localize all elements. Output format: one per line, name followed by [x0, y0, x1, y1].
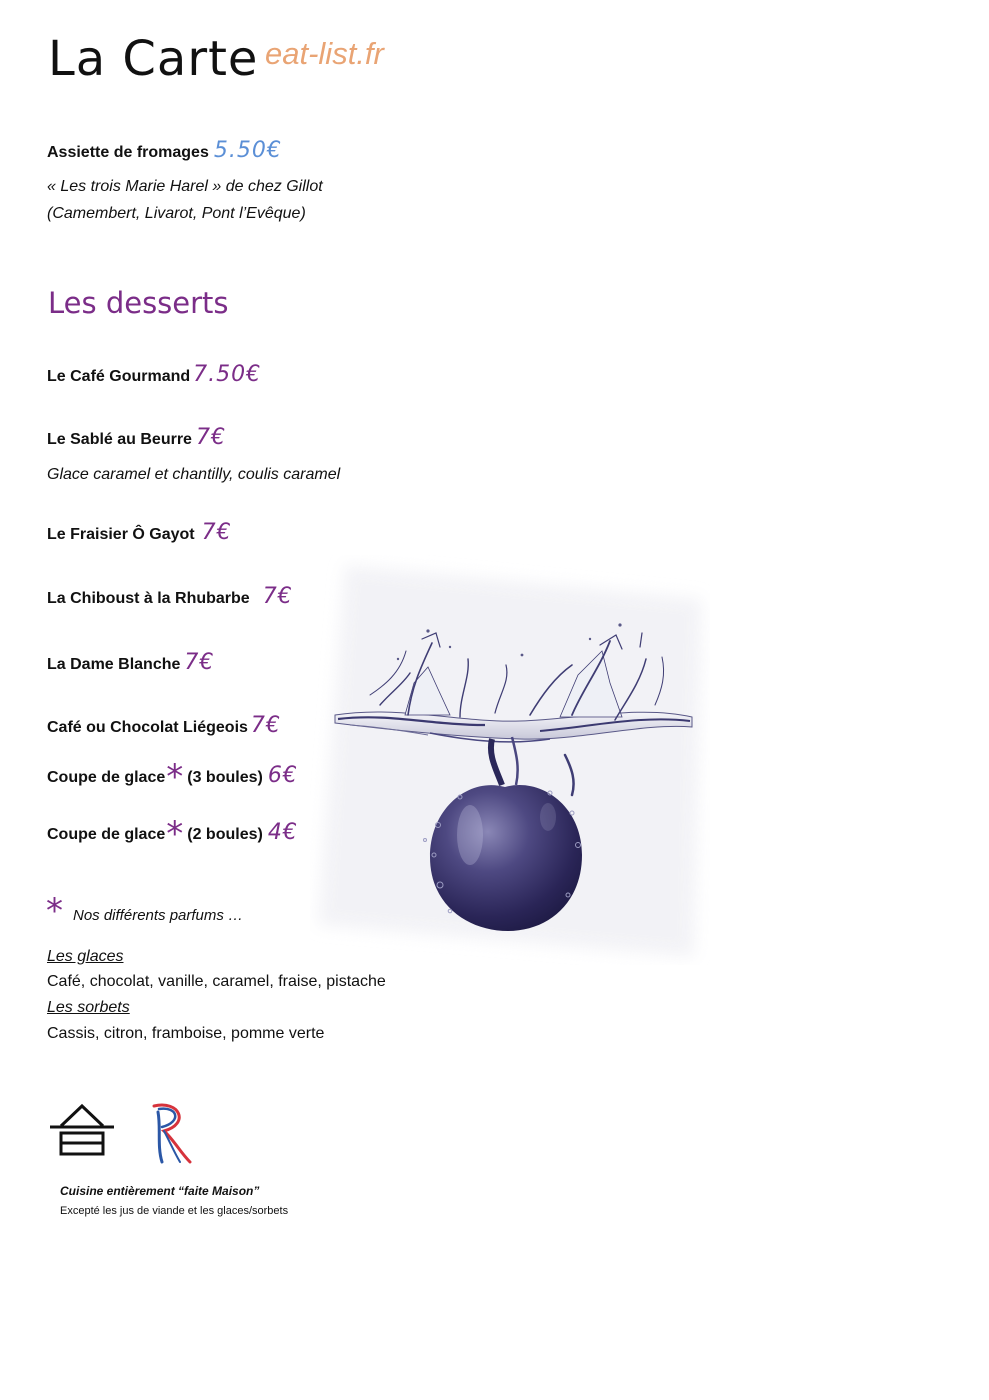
asterisk-marker: * [166, 814, 184, 854]
dessert-name: Le Sablé au Beurre [47, 431, 192, 448]
flavors-intro: Nos différents parfums … [73, 907, 244, 924]
dessert-price: 6€ [267, 763, 298, 788]
dessert-item [47, 425, 226, 452]
dessert-detail: (2 boules) [187, 826, 263, 843]
dessert-price: 7.50€ [193, 362, 262, 387]
dessert-description: Glace caramel et chantilly, coulis caramel [47, 466, 341, 483]
apple-shape [430, 785, 582, 931]
dessert-price: 4€ [267, 820, 298, 845]
dessert-item [47, 757, 298, 797]
dessert-item [47, 713, 281, 740]
apple-splash-image [310, 555, 710, 965]
dessert-name: Le Café Gourmand [47, 368, 191, 385]
flavor-group-list: Cassis, citron, framboise, pomme verte [47, 1025, 325, 1042]
dessert-detail: (3 boules) [187, 769, 263, 786]
homemade-note-detail: Excepté les jus de viande et les glaces/sorbets [60, 1205, 289, 1217]
dessert-item [47, 362, 262, 389]
dessert-price: 7€ [195, 425, 226, 450]
dessert-item [47, 814, 298, 854]
dessert-price: 7€ [184, 650, 215, 675]
asterisk-marker: * [46, 891, 63, 931]
dessert-name: La Chiboust à la Rhubarbe [47, 590, 250, 607]
dessert-price: 7€ [250, 713, 281, 738]
section-heading-desserts: Les desserts [48, 286, 229, 320]
dessert-name: La Dame Blanche [47, 656, 181, 673]
dessert-name: Coupe de glace [47, 769, 166, 786]
page-title: La Carte [48, 31, 259, 87]
cheese-item [47, 138, 282, 165]
watermark-text: eat-list.fr [265, 36, 384, 71]
dessert-item [47, 650, 215, 677]
dessert-name: Café ou Chocolat Liégeois [47, 719, 248, 736]
cheese-price: 5.50€ [213, 138, 282, 163]
flavor-group-title: Les glaces [47, 948, 124, 965]
house-roof-icon [48, 1100, 116, 1160]
dessert-item [47, 520, 232, 547]
r-monogram-icon [148, 1100, 194, 1166]
cheese-description-line: (Camembert, Livarot, Pont l’Evêque) [47, 205, 306, 222]
dessert-price: 7€ [262, 584, 293, 609]
dessert-name: Le Fraisier Ô Gayot [47, 526, 195, 543]
dessert-name: Coupe de glace [47, 826, 166, 843]
flavor-group-list: Café, chocolat, vanille, caramel, fraise, pistache [47, 973, 386, 990]
cheese-name: Assiette de fromages [47, 144, 209, 161]
dessert-item [47, 584, 293, 611]
flavor-group-title: Les sorbets [47, 999, 130, 1016]
cheese-description-line: « Les trois Marie Harel » de chez Gillot [47, 178, 323, 195]
homemade-note-title: Cuisine entièrement “faite Maison” [60, 1184, 260, 1198]
dessert-price: 7€ [201, 520, 232, 545]
asterisk-marker: * [166, 757, 184, 797]
